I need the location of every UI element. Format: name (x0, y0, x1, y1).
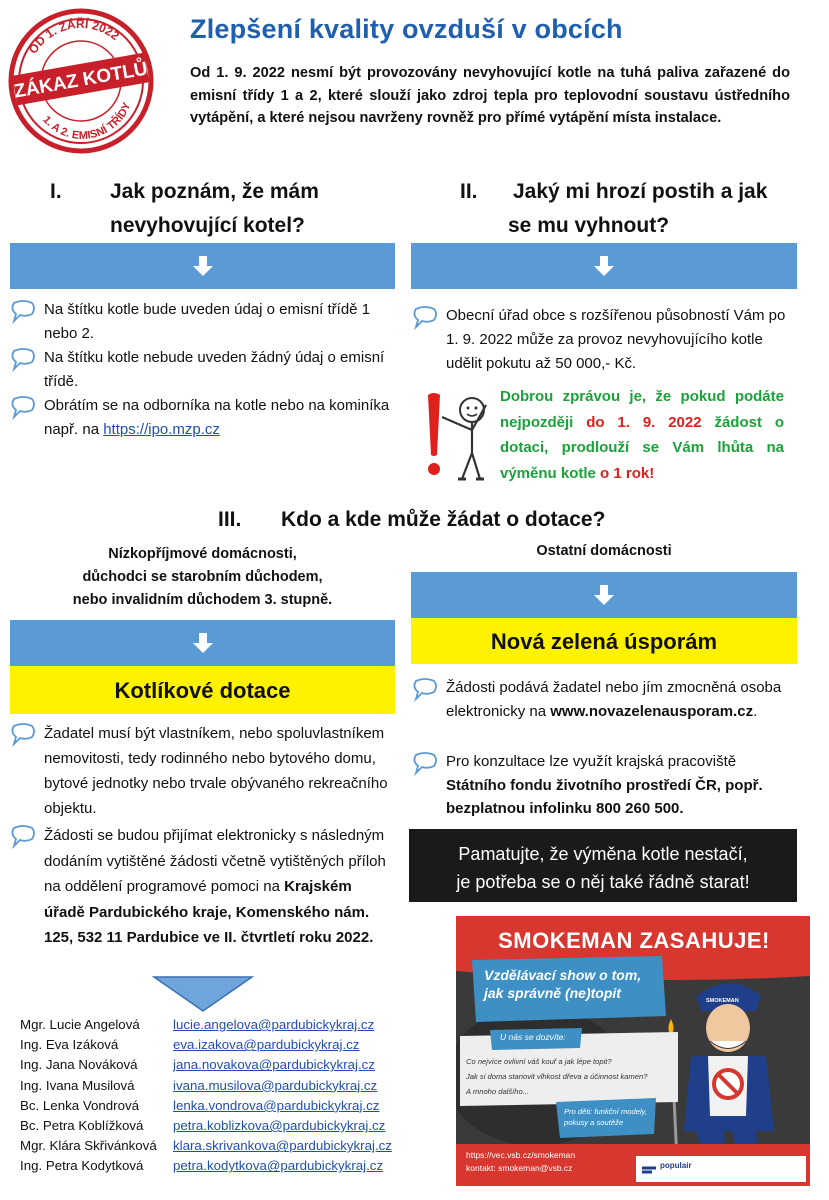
speech-bubble-icon (10, 723, 36, 747)
intro-paragraph: Od 1. 9. 2022 nesmí být provozovány nevyhovující kotle na tuhá paliva zařazené do emisní třídy 1 a 2, které slouží jako zdroj tepla pro teplovodní soustavu ústředního vytápění, a které nejsou navrženy rovněž pro přímé vytápění místa instalace. (190, 65, 790, 126)
email-link[interactable]: petra.koblizkova@pardubickykraj.cz (173, 1118, 386, 1134)
page-title: Zlepšení kvality ovzduší v obcích (190, 14, 623, 44)
smokeman-poster (456, 916, 810, 1186)
list-item: Žádosti se budou přijímat elektronicky s následným dodáním vytištěné žádosti včetně vytištěných příloh na oddělení programové pomoci na Krajském úřadě Pardubického kraje, Komenského nám. 125, 532 11 Pardubice ve II. čtvrtletí roku 2022. (10, 823, 395, 951)
email-link[interactable]: eva.izakova@pardubickykraj.cz (173, 1037, 360, 1053)
right-arrow-bar (411, 572, 797, 618)
section2-number: II. (460, 180, 478, 203)
speech-bubble-icon (10, 825, 36, 849)
list-item: Na štítku kotle bude uveden údaj o emisní třídě 1 nebo 2. (10, 298, 395, 346)
section2-heading-line2: se mu vyhnout? (508, 214, 670, 237)
contact-row: Mgr. Klára Skřivánková klara.skrivankova@pardubickykraj.cz (20, 1136, 392, 1156)
down-arrow-icon (593, 255, 615, 277)
email-link[interactable]: klara.skrivankova@pardubickykraj.cz (173, 1138, 392, 1154)
email-link[interactable]: ivana.musilova@pardubickykraj.cz (173, 1077, 378, 1093)
speech-bubble-icon (10, 396, 36, 420)
speech-bubble-icon (412, 752, 438, 776)
stamp-top-text: OD 1. ZÁŘÍ 2022 (25, 16, 122, 57)
section1-number: I. (50, 180, 62, 203)
poster-kids: Pro děti: funkční modely, pokusy a soutěže (564, 1107, 648, 1127)
contact-row: Ing. Ivana Musilová ivana.musilova@pardubickykraj.cz (20, 1076, 392, 1096)
big-down-arrow-icon (152, 975, 254, 1013)
poster-learn-list: Co nejvíce ovlivní váš kouř a jak lépe topit? Jak si doma stanovit vlhkost dřeva a účinnost kamen? A mnoho dalšího... (466, 1057, 648, 1096)
section2-arrow-bar (411, 243, 797, 289)
right-target-group: Ostatní domácnosti (536, 543, 672, 559)
section1-heading-line1: Jak poznám, že mám (110, 180, 319, 203)
program-kotlikove-dotace: Kotlíkové dotace (10, 666, 395, 714)
poster-logo: populair (660, 1161, 692, 1170)
poster-subtitle: Vzdělávací show o tom, jak správně (ne)topit (484, 967, 642, 1001)
zakaz-kotlu-stamp (6, 6, 156, 156)
left-target-group: Nízkopříjmové domácnosti, důchodci se starobním důchodem, nebo invalidním důchodem 3. stupně. (72, 546, 333, 608)
left-arrow-bar (10, 620, 395, 666)
section3-heading: Kdo a kde může žádat o dotace? (281, 508, 606, 531)
stamp-main-text: ZÁKAZ KOTLŮ (12, 58, 150, 103)
list-item: Na štítku kotle nebude uveden žádný údaj o emisní třídě. (10, 346, 395, 394)
good-news-paragraph: Dobrou zprávou je, že pokud podáte nejpozději do 1. 9. 2022 žádost o dotaci, prodlouží se Vám lhůta na výměnu kotle o 1 rok! (500, 388, 785, 482)
email-link[interactable]: jana.novakova@pardubickykraj.cz (173, 1057, 375, 1073)
section2-heading-line1: Jaký mi hrozí postih a jak (513, 180, 768, 203)
list-item: Pro konzultace lze využít krajská pracoviště Státního fondu životního prostředí ČR, popř. bezplatnou infolinku 800 260 500. (412, 750, 797, 821)
poster-title: SMOKEMAN ZASAHUJE! (498, 928, 770, 953)
stamp-bottom-text: 1. A 2. EMISNÍ TŘÍDY (40, 100, 134, 142)
list-item: Žadatel musí být vlastníkem, nebo spoluvlastníkem nemovitosti, tedy rodinného nebo bytového domu, bytové jednotky nebo trvale obývaného rekreačního objektu. (10, 721, 395, 821)
contact-row: Bc. Petra Koblížková petra.koblizkova@pardubickykraj.cz (20, 1116, 392, 1136)
contact-list (20, 1015, 392, 1177)
section1-arrow-bar (10, 243, 395, 289)
poster-contact: https://vec.vsb.cz/smokeman kontakt: smokeman@vsb.cz (466, 1150, 576, 1173)
list-item: Obrátím se na odborníka na kotle nebo na kominíka např. na https://ipo.mzp.cz (10, 394, 395, 442)
contact-row: Ing. Eva Izáková eva.izakova@pardubickykraj.cz (20, 1035, 392, 1055)
section3-number: III. (218, 508, 242, 531)
poster-learn-heading: U nás se dozvíte: (500, 1032, 566, 1042)
exclamation-figure-icon (420, 385, 500, 485)
contact-row: Ing. Jana Nováková jana.novakova@pardubickykraj.cz (20, 1055, 392, 1075)
email-link[interactable]: petra.kodytkova@pardubickykraj.cz (173, 1158, 384, 1174)
contact-row: Ing. Petra Kodytková petra.kodytkova@pardubickykraj.cz (20, 1156, 392, 1176)
list-item: Obecní úřad obce s rozšířenou působností Vám po 1. 9. 2022 může za provoz nevyhovujícího kotle udělit pokutu až 50 000,- Kč. (412, 304, 797, 376)
speech-bubble-icon (10, 300, 36, 324)
down-arrow-icon (192, 255, 214, 277)
speech-bubble-icon (412, 306, 438, 330)
email-link[interactable]: lucie.angelova@pardubickykraj.cz (173, 1017, 375, 1032)
list-item: Žádosti podává žadatel nebo jím zmocněná osoba elektronicky na www.novazelenausporam.cz. (412, 676, 797, 723)
ipo-link[interactable]: https://ipo.mzp.cz (103, 421, 220, 438)
down-arrow-icon (593, 584, 615, 606)
section1-heading-line2: nevyhovující kotel? (110, 214, 305, 237)
speech-bubble-icon (412, 678, 438, 702)
program-nova-zelena-usporam: Nová zelená úsporám (411, 618, 797, 664)
speech-bubble-icon (10, 348, 36, 372)
contact-row: Bc. Lenka Vondrová lenka.vondrova@pardubickykraj.cz (20, 1096, 392, 1116)
contact-row: Mgr. Lucie Angelová lucie.angelova@pardubickykraj.cz (20, 1015, 392, 1035)
poster-hat-text: SMOKEMAN (706, 998, 739, 1004)
down-arrow-icon (192, 632, 214, 654)
reminder-box: Pamatujte, že výměna kotle nestačí, je potřeba se o něj také řádně starat! (409, 829, 797, 902)
nzu-website: www.novazelenausporam.cz (550, 702, 754, 720)
email-link[interactable]: lenka.vondrova@pardubickykraj.cz (173, 1097, 380, 1113)
